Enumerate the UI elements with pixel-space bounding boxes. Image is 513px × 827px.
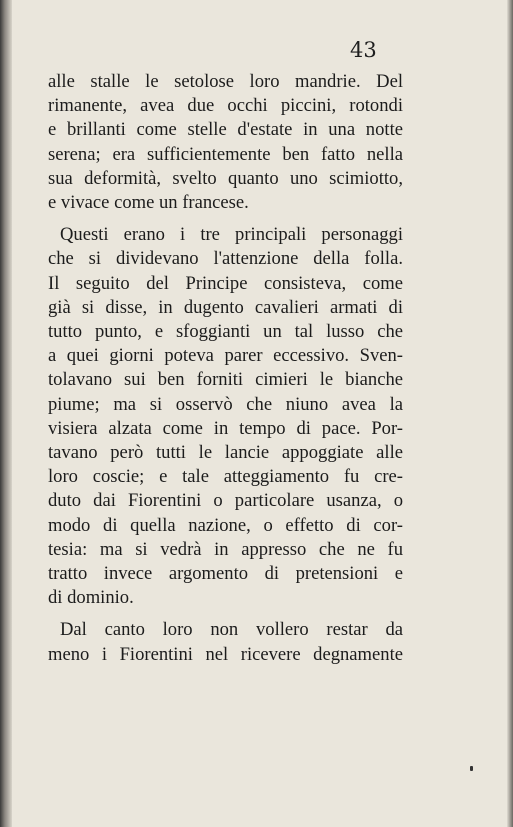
text-line: Questi erano i tre principali personaggi	[60, 224, 403, 246]
text-line: tolavano sui ben forniti cimieri le bianche	[48, 369, 403, 391]
paper-speck	[470, 766, 473, 771]
text-line: e vivace come un francese.	[48, 192, 249, 214]
text-line: loro coscie; e tale atteggiamento fu cre-	[48, 466, 403, 488]
text-line: tesia: ma si vedrà in appresso che ne fu	[48, 538, 403, 560]
text-line: e brillanti come stelle d'estate in una notte	[48, 119, 403, 141]
text-line: già si disse, in dugento cavalieri armati di	[48, 296, 403, 318]
text-line: serena; era sufficientemente ben fatto nella	[48, 143, 403, 165]
body-text	[48, 70, 403, 667]
text-line: visiera alzata come in tempo di pace. Por-	[48, 417, 403, 439]
text-line: duto dai Fiorentini o particolare usanza, o	[48, 490, 403, 512]
page-right-edge	[507, 0, 513, 827]
text-line: sua deformità, svelto quanto uno scimiotto,	[48, 167, 403, 189]
page-number: 43	[350, 38, 377, 62]
text-line: di dominio.	[48, 587, 134, 609]
text-line: piume; ma si osservò che niuno avea la	[48, 393, 403, 415]
text-line: rimanente, avea due occhi piccini, rotondi	[48, 95, 403, 117]
page-binding-shadow	[0, 0, 12, 827]
text-line: tutto punto, e sfoggianti un tal lusso che	[48, 321, 403, 343]
text-line: meno i Fiorentini nel ricevere degnamente	[48, 643, 403, 665]
text-line: tavano però tutti le lancie appoggiate alle	[48, 442, 403, 464]
text-line: modo di quella nazione, o effetto di cor-	[48, 514, 403, 536]
text-line: Il seguito del Principe consisteva, come	[48, 272, 403, 294]
text-line: a quei giorni poteva parer eccessivo. Sven-	[48, 345, 403, 367]
text-line: alle stalle le setolose loro mandrie. Del	[48, 71, 403, 92]
text-line: che si dividevano l'attenzione della folla.	[48, 248, 403, 270]
text-line: Dal canto loro non vollero restar da	[60, 619, 403, 641]
text-line: tratto invece argomento di pretensioni e	[48, 563, 403, 585]
